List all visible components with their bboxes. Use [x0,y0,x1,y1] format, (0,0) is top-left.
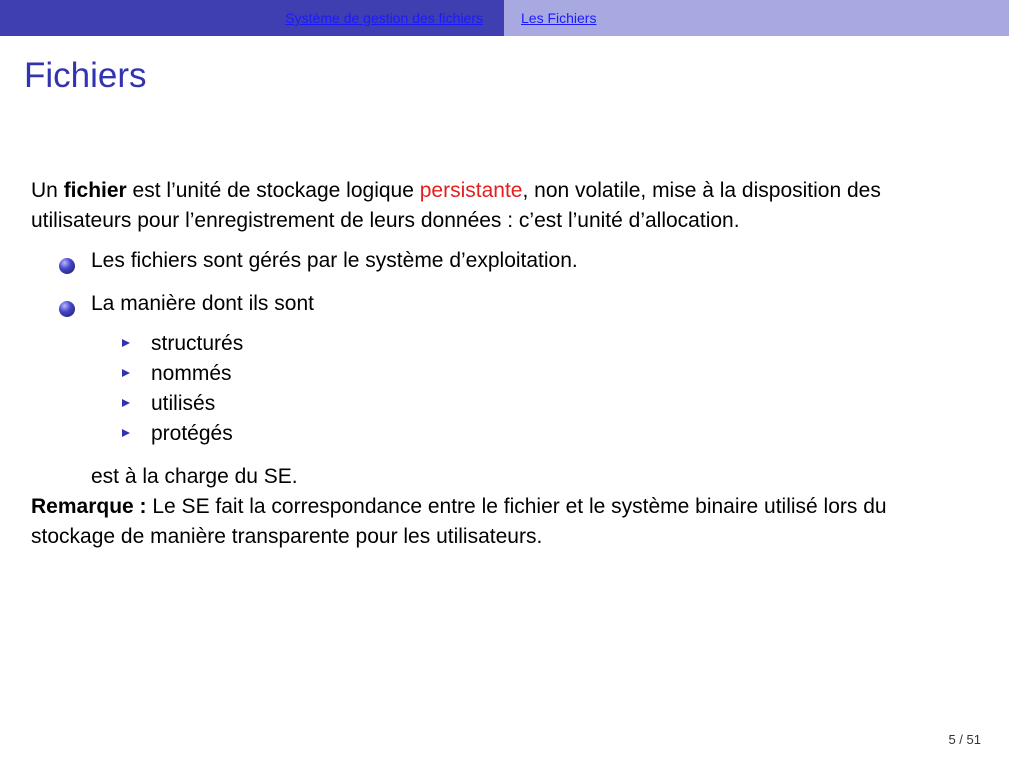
nav-section-panel [0,0,504,36]
intro-bold-term: fichier [63,179,127,202]
remark-paragraph [31,492,971,552]
bullet-ball-icon [59,258,75,274]
sub-list-item [91,419,971,449]
bullet-text: Les fichiers sont gérés par le système d’exploitation. [91,249,578,272]
sub-item-text: nommés [151,362,232,385]
sub-item-text: utilisés [151,392,216,415]
navigation-bar [0,0,1009,36]
sub-list-item [91,359,971,389]
bullet-ball-icon [59,301,75,317]
list-item [31,289,971,449]
nav-subsection-panel [504,0,1009,36]
remark-text: Le SE fait la correspondance entre le fichier et le système binaire utilisé lors du stockage de manière transparente pour les utilisateurs. [31,495,887,548]
remark-label: Remarque : [31,495,147,518]
charge-text: est à la charge du SE. [91,465,298,488]
intro-text-3: , non volatile, mise à la disposition des utilisateurs pour l’enregistrement de leurs données : c’est l’unité d’allocation. [31,179,881,232]
triangle-bullet-icon [122,399,130,407]
list-item [31,246,971,276]
triangle-bullet-icon [122,369,130,377]
sub-list [91,329,971,449]
sub-item-text: protégés [151,422,233,445]
bullet-list [31,246,971,449]
intro-paragraph [31,176,971,236]
triangle-bullet-icon [122,429,130,437]
slide-body [31,176,971,552]
triangle-bullet-icon [122,339,130,347]
intro-text-2: est l’unité de stockage logique [126,179,420,202]
nav-section-link[interactable]: Système de gestion des fichiers [285,10,483,26]
page-number: 5 / 51 [948,732,981,747]
intro-text-1: Un [31,179,64,202]
intro-red-term: persistante [419,179,523,202]
sub-item-text: structurés [151,332,244,355]
bullet-text: La manière dont ils sont [91,292,314,315]
sub-list-item [91,329,971,359]
slide-title: Fichiers [24,56,147,95]
sub-list-item [91,389,971,419]
nav-subsection-link[interactable]: Les Fichiers [521,10,597,26]
